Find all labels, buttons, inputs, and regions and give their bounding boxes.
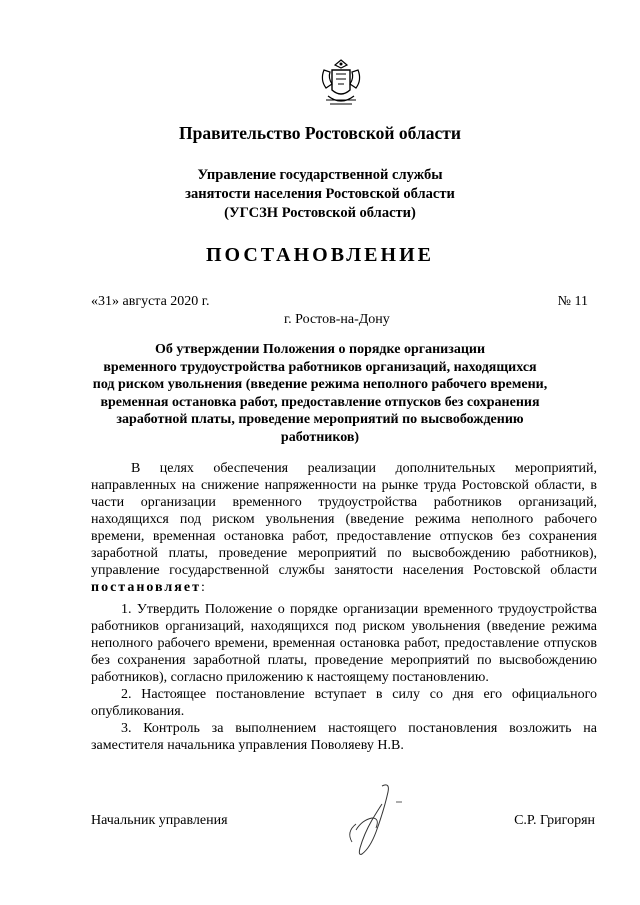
decree-word: постановляет bbox=[91, 580, 201, 595]
handwritten-signature bbox=[332, 780, 412, 860]
document-date: «31» августа 2020 г. bbox=[91, 294, 210, 309]
document-type: ПОСТАНОВЛЕНИЕ bbox=[206, 244, 434, 266]
decree-item: 3. Контроль за выполнением настоящего постановления возложить на заместителя начальника управления Поволяеву Н.В. bbox=[91, 721, 597, 753]
document-number: № 11 bbox=[557, 294, 588, 309]
title-line: Об утверждении Положения о порядке организации bbox=[154, 342, 486, 357]
preamble-text: В целях обеспечения реализации дополнительных мероприятий, направленных на снижение напряженности на рынке труда Ростовской области, в части организации временного трудоустройства работников организаций, находящихся под риском увольнения (введение режима неполного рабочего времени, временная остановка работ, предоставление отпусков без сохранения заработной платы, проведение мероприятий по высвобождению работников), управление государственной службы занятости населения Ростовской области bbox=[91, 461, 597, 578]
department-line: (УГСЗН Ростовской области) bbox=[224, 205, 416, 221]
decree-items bbox=[91, 601, 597, 754]
department-line: занятости населения Ростовской области bbox=[185, 186, 455, 202]
preamble-paragraph bbox=[91, 460, 597, 596]
title-line: под риском увольнения (введение режима неполного рабочего времени, bbox=[92, 377, 548, 392]
title-line: временного трудоустройства работников организаций, находящихся bbox=[103, 359, 537, 375]
title-line: работников) bbox=[280, 429, 360, 445]
decree-item: 2. Настоящее постановление вступает в силу со дня его официального опубликования. bbox=[91, 687, 597, 719]
coat-of-arms-icon bbox=[316, 56, 366, 110]
government-name: Правительство Ростовской области bbox=[179, 123, 461, 143]
department-line: Управление государственной службы bbox=[197, 167, 443, 183]
signatory-position: Начальник управления bbox=[91, 813, 228, 828]
document-title bbox=[0, 341, 640, 446]
department-name bbox=[0, 166, 640, 223]
decree-item: 1. Утвердить Положение о порядке организации временного трудоустройства работников организаций, находящихся под риском увольнения (введение режима неполного рабочего времени, временная остановка работ, предоставление отпусков без сохранения заработной платы, проведение мероприятий по высвобождению работников), согласно приложению к настоящему постановлению. bbox=[91, 602, 597, 685]
signatory-name: С.Р. Григорян bbox=[514, 813, 595, 828]
document-city: г. Ростов-на-Дону bbox=[284, 312, 390, 327]
title-line: заработной платы, проведение мероприятий по высвобождению bbox=[116, 412, 524, 427]
decree-colon: : bbox=[200, 580, 205, 595]
title-line: временная остановка работ, предоставление отпусков без сохранения bbox=[100, 394, 540, 410]
